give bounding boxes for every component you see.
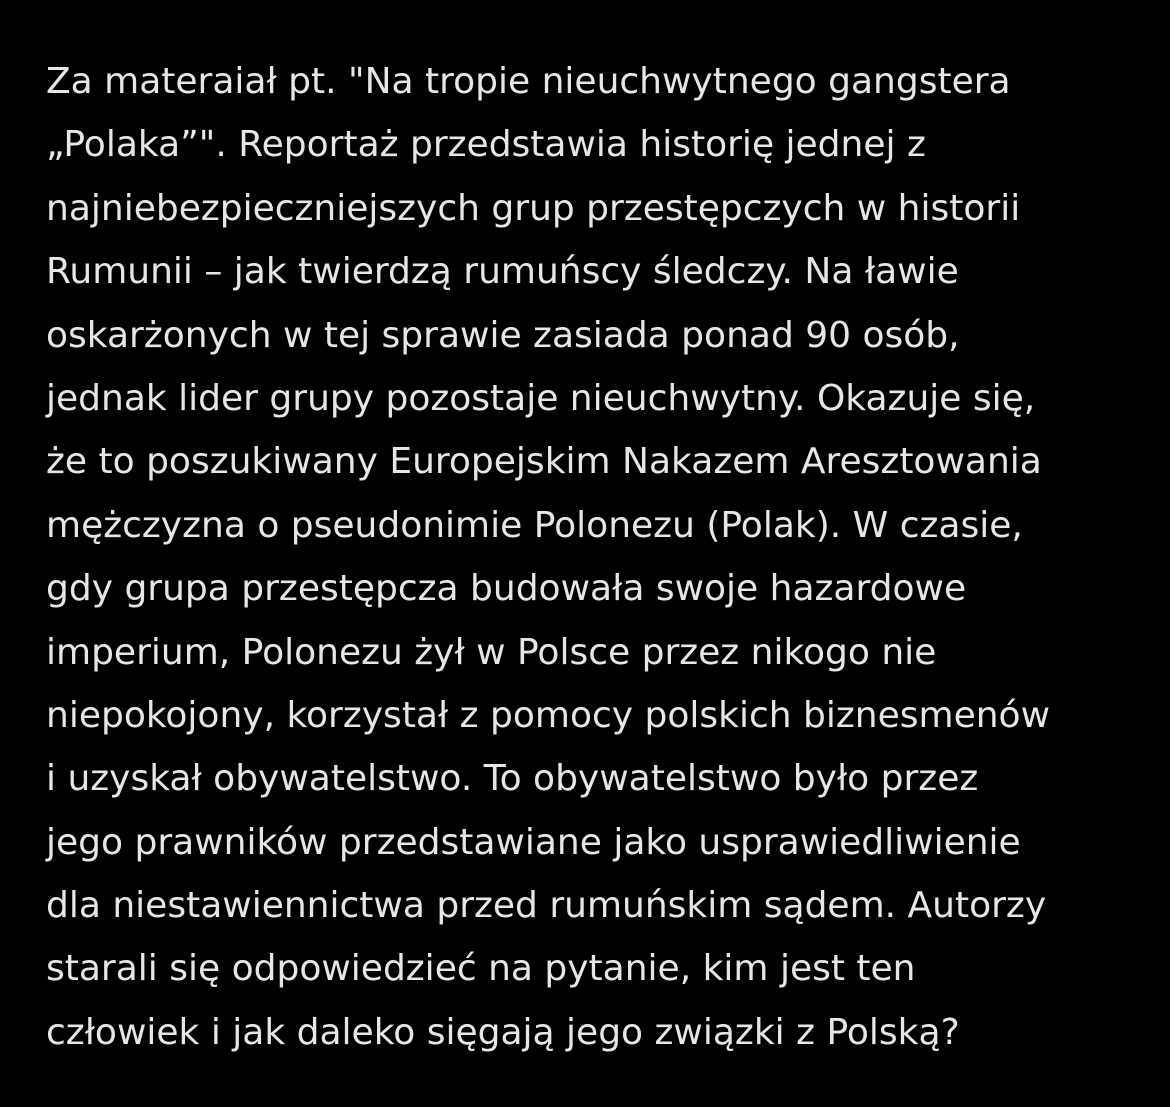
text-line-12: i uzyskał obywatelstwo. To obywatelstwo było przez <box>46 758 979 800</box>
text-line-5: oskarżonych w tej sprawie zasiada ponad 90 osób, <box>46 314 960 356</box>
text-line-9: gdy grupa przestępcza budowała swoje hazardowe <box>46 568 967 610</box>
text-line-14: dla niestawiennictwa przed rumuńskim sądem. Autorzy <box>46 885 1047 927</box>
text-line-15: starali się odpowiedzieć na pytanie, kim jest ten <box>46 948 916 990</box>
text-line-3: najniebezpieczniejszych grup przestępczych w historii <box>46 187 1021 229</box>
text-line-6: jednak lider grupy pozostaje nieuchwytny. Okazuje się, <box>46 377 1036 419</box>
paragraph <box>46 50 1146 1064</box>
text-line-11: niepokojony, korzystał z pomocy polskich biznesmenów <box>46 694 1051 736</box>
text-line-7: że to poszukiwany Europejskim Nakazem Aresztowania <box>46 441 1042 483</box>
text-line-16: człowiek i jak daleko sięgają jego związki z Polską? <box>46 1011 960 1053</box>
text-line-4: Rumunii – jak twierdzą rumuńscy śledczy. Na ławie <box>46 251 959 293</box>
text-line-1: Za materaiał pt. "Na tropie nieuchwytnego gangstera <box>46 61 1011 102</box>
text-line-10: imperium, Polonezu żył w Polsce przez nikogo nie <box>46 631 937 673</box>
text-line-2: „Polaka”". Reportaż przedstawia historię jednej z <box>46 124 926 166</box>
text-line-8: mężczyzna o pseudonimie Polonezu (Polak). W czasie, <box>46 504 1023 546</box>
text-line-13: jego prawników przedstawiane jako usprawiedliwienie <box>46 821 1021 863</box>
